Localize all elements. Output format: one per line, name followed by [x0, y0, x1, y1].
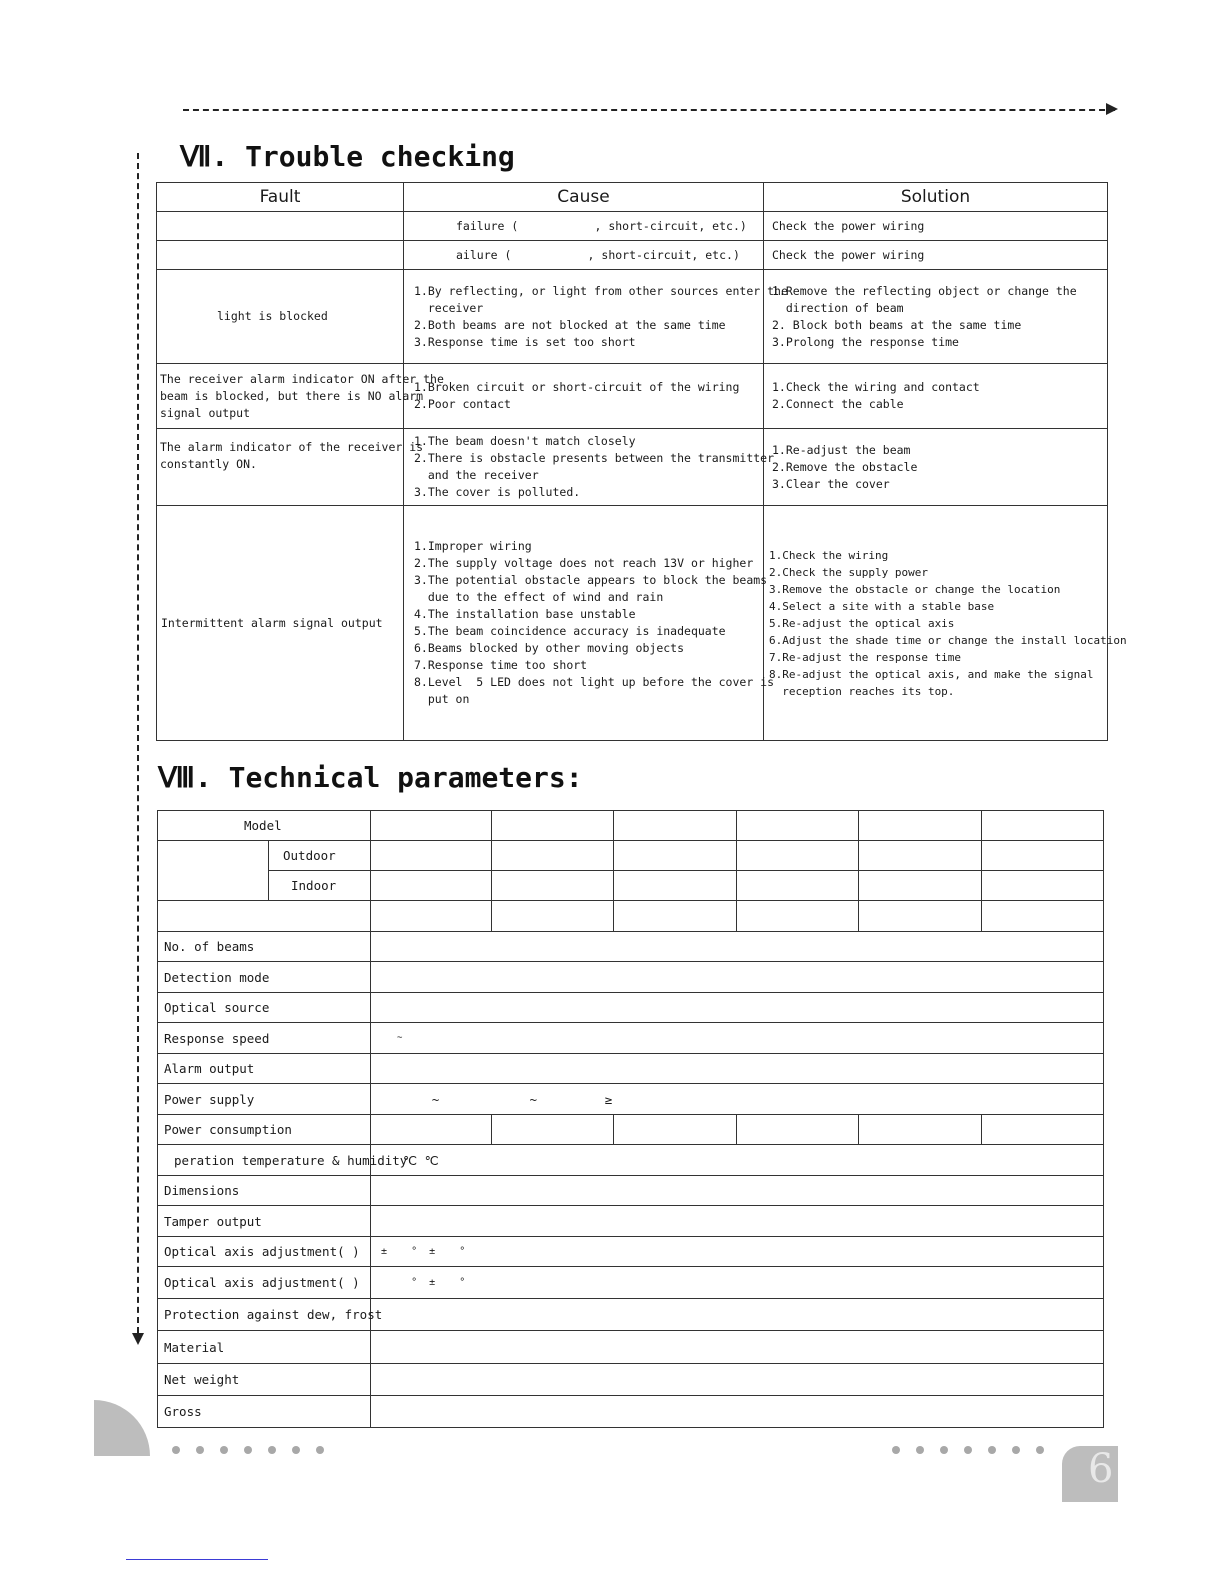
- param-label: Gross: [158, 1396, 371, 1428]
- table-row: [158, 811, 1104, 841]
- table-row: [158, 1299, 1104, 1331]
- arrow-right-icon: [1106, 103, 1118, 115]
- param-label: Power supply: [158, 1084, 371, 1115]
- cause-line: put on: [414, 692, 470, 706]
- cause-line: 1.By reflecting, or light from other sources enter the: [414, 283, 788, 298]
- page-number: 6: [1088, 1446, 1114, 1492]
- cause-cell: ailure ( , short-circuit, etc.): [404, 241, 764, 270]
- solution-line: 1.Check the wiring: [769, 548, 889, 562]
- cause-line: due to the effect of wind and rain: [414, 590, 664, 604]
- cause-cell: [404, 429, 775, 506]
- cause-line: 8.Level 5 LED does not light up before the cover is: [414, 675, 775, 689]
- top-dashed-arrow: [183, 109, 1115, 111]
- solution-line: direction of beam: [772, 300, 904, 315]
- fault-line: constantly ON.: [160, 457, 257, 471]
- solution-line: 3.Clear the cover: [772, 476, 890, 491]
- solution-cell: [764, 506, 1127, 741]
- cause-line: 1.Broken circuit or short-circuit of the wiring: [414, 380, 740, 394]
- param-label: Optical axis adjustment( ): [158, 1237, 371, 1267]
- cause-line: 2.The supply voltage does not reach 13V or higher: [414, 556, 754, 570]
- param-label: Protection against dew, frost: [158, 1299, 371, 1331]
- table-row: [158, 1145, 1104, 1176]
- cause-cell: failure ( , short-circuit, etc.): [404, 212, 764, 241]
- fault-line: signal output: [160, 405, 251, 420]
- cause-line: 4.The installation base unstable: [414, 607, 636, 621]
- solution-cell: [764, 270, 1108, 364]
- cause-cell: [404, 364, 764, 429]
- model-label: Model: [158, 811, 371, 841]
- table-row: [158, 1396, 1104, 1428]
- side-dashed-arrow: [137, 153, 139, 1333]
- cause-line: 3.The potential obstacle appears to block the beams: [414, 573, 768, 587]
- table-row: [158, 841, 1104, 871]
- param-label: peration temperature & humidity: [158, 1145, 371, 1176]
- left-dot-row: [172, 1446, 324, 1454]
- table-row: [158, 1054, 1104, 1084]
- left-page-tab: [94, 1400, 150, 1456]
- table-row: [157, 364, 1108, 429]
- solution-line: 5.Re-adjust the optical axis: [769, 616, 955, 630]
- solution-line: 2.Check the supply power: [769, 565, 928, 579]
- fault-cell: [157, 241, 404, 270]
- solution-line: reception reaches its top.: [769, 684, 955, 698]
- solution-line: 7.Re-adjust the response time: [769, 650, 962, 664]
- table-row: [157, 429, 1108, 506]
- solution-line: 4.Select a site with a stable base: [769, 599, 995, 613]
- table-row: [157, 241, 1108, 270]
- solution-line: 3.Remove the obstacle or change the location: [769, 582, 1061, 596]
- table-row: [158, 871, 1104, 901]
- param-label: Detection mode: [158, 962, 371, 993]
- trouble-table: [156, 182, 1127, 741]
- fault-cell: [157, 212, 404, 241]
- arrow-down-icon: [132, 1333, 144, 1345]
- solution-cell: [764, 364, 1108, 429]
- solution-line: 3.Prolong the response time: [772, 334, 959, 349]
- header-solution: Solution: [764, 183, 1108, 212]
- table-row: [157, 506, 1108, 741]
- param-label: Material: [158, 1331, 371, 1364]
- indoor-label: Indoor: [269, 871, 371, 901]
- footer-link-line: [126, 1559, 268, 1560]
- trouble-header-row: [157, 183, 1108, 212]
- cause-line: 2.Both beams are not blocked at the same time: [414, 317, 726, 332]
- param-value: ~ ~ ≥: [371, 1084, 1104, 1115]
- cause-line: 2.Poor contact: [414, 397, 511, 411]
- table-row: [158, 932, 1104, 962]
- param-label: Response speed: [158, 1023, 371, 1054]
- table-row: [158, 1023, 1104, 1054]
- param-label: Optical axis adjustment( ): [158, 1267, 371, 1299]
- param-label: Tamper output: [158, 1206, 371, 1237]
- tech-table: [157, 810, 1104, 1428]
- table-row: [157, 212, 1108, 241]
- cause-line: receiver: [414, 300, 484, 315]
- table-row: [158, 901, 1104, 932]
- table-row: [158, 1237, 1104, 1267]
- solution-line: 2. Block both beams at the same time: [772, 317, 1022, 332]
- param-label: No. of beams: [158, 932, 371, 962]
- fault-cell: [157, 364, 444, 429]
- solution-cell: [764, 429, 1108, 506]
- table-row: [158, 1206, 1104, 1237]
- param-value: ± ° ± °: [371, 1237, 1104, 1267]
- cause-line: 1.The beam doesn't match closely: [414, 434, 636, 448]
- cause-line: 3.The cover is polluted.: [414, 485, 581, 499]
- param-label: Dimensions: [158, 1176, 371, 1206]
- header-cause: Cause: [404, 183, 764, 212]
- table-row: [158, 962, 1104, 993]
- fault-line: beam is blocked, but there is NO alarm: [160, 388, 424, 403]
- param-value: ℃ ℃: [371, 1145, 1104, 1176]
- technical-parameters-title: Ⅷ. Technical parameters:: [158, 761, 583, 794]
- cause-cell: [404, 506, 775, 741]
- solution-line: 1.Re-adjust the beam: [772, 442, 911, 457]
- fault-line: The receiver alarm indicator ON after the: [160, 371, 444, 386]
- right-dot-row: [892, 1446, 1044, 1454]
- fault-cell: [157, 429, 424, 506]
- param-value: ° ± °: [371, 1267, 1104, 1299]
- solution-line: 1.Check the wiring and contact: [772, 380, 980, 394]
- cause-line: 3.Response time is set too short: [414, 334, 636, 349]
- table-row: [158, 1176, 1104, 1206]
- cause-line: 7.Response time too short: [414, 658, 588, 672]
- table-row: [158, 1084, 1104, 1115]
- outdoor-label: Outdoor: [269, 841, 371, 871]
- header-fault: Fault: [157, 183, 404, 212]
- solution-line: 1.Remove the reflecting object or change the: [772, 283, 1077, 298]
- cause-line: 5.The beam coincidence accuracy is inadequate: [414, 624, 726, 638]
- table-row: [158, 1115, 1104, 1145]
- param-label: Optical source: [158, 993, 371, 1023]
- table-row: [158, 1364, 1104, 1396]
- trouble-checking-title: Ⅶ. Trouble checking: [180, 140, 515, 173]
- fault-line: The alarm indicator of the receiver is: [160, 440, 424, 454]
- param-label: Alarm output: [158, 1054, 371, 1084]
- cause-line: 6.Beams blocked by other moving objects: [414, 641, 685, 655]
- solution-cell: Check the power wiring: [764, 212, 1108, 241]
- cause-line: and the receiver: [414, 468, 539, 482]
- cause-line: 2.There is obstacle presents between the transmitter: [414, 451, 775, 465]
- solution-line: 2.Connect the cable: [772, 397, 904, 411]
- cause-cell: [404, 270, 788, 364]
- param-label: Power consumption: [158, 1115, 371, 1145]
- table-row: [158, 993, 1104, 1023]
- fault-cell: light is blocked: [157, 270, 404, 364]
- solution-line: 6.Adjust the shade time or change the install location: [769, 633, 1127, 647]
- solution-line: 8.Re-adjust the optical axis, and make the signal: [769, 667, 1094, 681]
- param-value: ~: [371, 1023, 1104, 1054]
- solution-cell: Check the power wiring: [764, 241, 1108, 270]
- param-label: Net weight: [158, 1364, 371, 1396]
- table-row: [157, 270, 1108, 364]
- table-row: [158, 1331, 1104, 1364]
- fault-cell: Intermittent alarm signal output: [157, 506, 404, 741]
- solution-line: 2.Remove the obstacle: [772, 459, 918, 474]
- cause-line: 1.Improper wiring: [414, 539, 532, 553]
- table-row: [158, 1267, 1104, 1299]
